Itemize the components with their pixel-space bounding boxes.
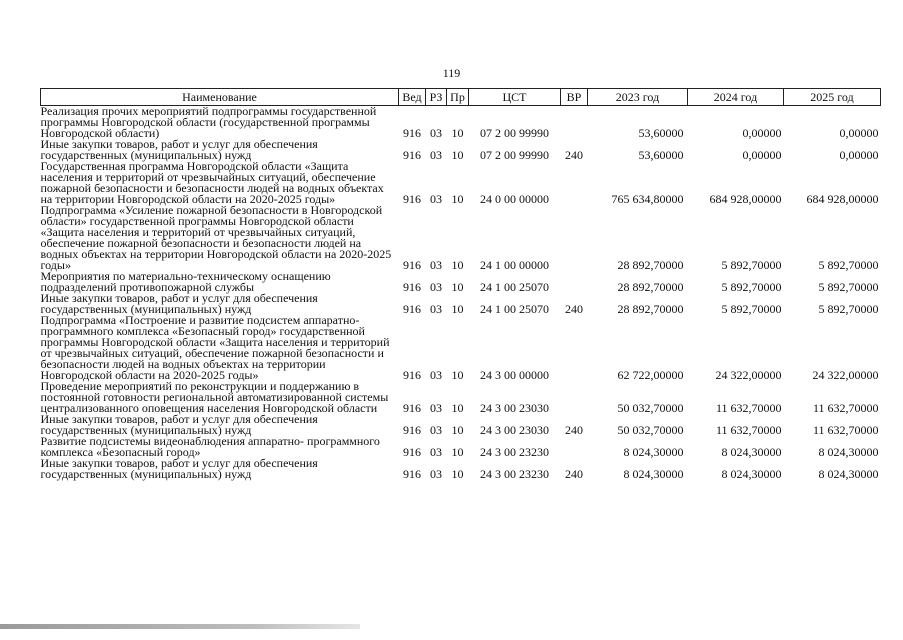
cell-y2025: 24 322,00000: [812, 368, 879, 382]
cell-y2024: 11 632,70000: [715, 401, 782, 415]
cell-y2023: 28 892,70000: [617, 302, 684, 316]
cell-y2025: 8 024,30000: [818, 445, 879, 459]
cell-cst: 24 0 00 00000: [480, 192, 549, 206]
cell-pr: 10: [451, 302, 464, 316]
cell-cst: 24 3 00 23230: [480, 467, 549, 481]
cell-y2024: 0,00000: [742, 126, 782, 140]
cell-cst: 24 3 00 00000: [480, 368, 549, 382]
row-name: [41, 293, 399, 315]
cell-ved: 916: [403, 148, 421, 162]
cell-y2025: 5 892,70000: [818, 280, 879, 294]
cell-cst: 24 3 00 23030: [480, 401, 549, 415]
cell-pr: 10: [451, 192, 464, 206]
cell-y2024: 8 024,30000: [721, 445, 782, 459]
cell-cst: 24 3 00 23230: [480, 445, 549, 459]
cell-y2023: 53,60000: [638, 148, 684, 162]
cell-ved: 916: [403, 302, 421, 316]
row-name-text: Развитие подсистемы видеонаблюдения аппаратно- программного комплекса «Безопасный город»: [40, 434, 380, 459]
row-name: [41, 414, 399, 436]
cell-y2025: 11 632,70000: [812, 423, 879, 437]
row-name-text: Иные закупки товаров, работ и услуг для обеспечения государственных (муниципальных) нужд: [40, 412, 318, 437]
cell-vr: [561, 315, 588, 381]
cell-pr: 10: [451, 401, 464, 415]
cell-cst: 07 2 00 99990: [480, 126, 549, 140]
cell-vr: [561, 106, 588, 140]
table-header: [41, 89, 881, 106]
table-row: [41, 205, 881, 271]
cell-y2025: 684 928,00000: [806, 192, 879, 206]
header-2023: 2023 год: [588, 89, 688, 106]
cell-vr: [561, 381, 588, 414]
cell-y2023: 62 722,00000: [617, 368, 684, 382]
cell-y2023: 8 024,30000: [623, 445, 684, 459]
header-name: Наименование: [41, 89, 399, 106]
cell-pr: 10: [451, 126, 464, 140]
cell-y2024: 684 928,00000: [709, 192, 782, 206]
cell-y2025: 5 892,70000: [818, 258, 879, 272]
cell-vr: [561, 271, 588, 293]
cell-ved: 916: [403, 192, 421, 206]
row-name-text: Подпрограмма «Построение и развитие подсистем аппаратно-программного комплекса «Безопасный город» государственной программы Новгородской области «Защита населения и территорий от чрезвычайных ситуаций, обеспечение пожарной безопасности и безопасности людей на водных объектах на территории Новгородской области на 2020-2025 годы»: [40, 313, 390, 382]
table-row: [41, 381, 881, 414]
cell-rz: 03: [430, 192, 442, 206]
table-row: [41, 161, 881, 205]
table-body: [41, 106, 881, 481]
row-name: [41, 458, 399, 480]
budget-table: [40, 88, 881, 480]
header-vr: ВР: [561, 89, 588, 106]
cell-pr: 10: [451, 467, 464, 481]
page-number: 119: [442, 66, 461, 80]
cell-rz: 03: [430, 302, 442, 316]
cell-rz: 03: [430, 280, 442, 294]
row-name-text: Мероприятия по материально-техническому оснащению подразделений противопожарной службы: [40, 269, 331, 294]
row-name: [41, 315, 399, 381]
header-cst: ЦСТ: [469, 89, 561, 106]
cell-rz: 03: [430, 258, 442, 272]
table-row: [41, 315, 881, 381]
header-pr: Пр: [447, 89, 469, 106]
cell-rz: 03: [430, 467, 442, 481]
cell-vr: 240: [565, 423, 583, 437]
cell-pr: 10: [451, 280, 464, 294]
cell-y2023: 765 634,80000: [611, 192, 684, 206]
cell-ved: 916: [403, 401, 421, 415]
table-row: [41, 436, 881, 458]
cell-rz: 03: [430, 401, 442, 415]
cell-y2025: 11 632,70000: [812, 401, 879, 415]
cell-vr: 240: [565, 148, 583, 162]
cell-y2023: 28 892,70000: [617, 258, 684, 272]
row-name: [41, 205, 399, 271]
cell-vr: [561, 205, 588, 271]
row-name: [41, 271, 399, 293]
cell-y2024: 11 632,70000: [715, 423, 782, 437]
cell-y2025: 0,00000: [839, 126, 879, 140]
cell-ved: 916: [403, 258, 421, 272]
header-2024: 2024 год: [688, 89, 784, 106]
row-name: [41, 139, 399, 161]
cell-y2024: 24 322,00000: [715, 368, 782, 382]
cell-pr: 10: [451, 148, 464, 162]
cell-pr: 10: [451, 258, 464, 272]
cell-ved: 916: [403, 467, 421, 481]
cell-vr: [561, 436, 588, 458]
cell-ved: 916: [403, 423, 421, 437]
cell-vr: [561, 161, 588, 205]
row-name-text: Проведение мероприятий по реконструкции и поддержанию в постоянной готовности региональной автоматизированной системы централизованного оповещения населения Новгородской области: [40, 379, 389, 415]
table-row: [41, 458, 881, 480]
cell-cst: 24 3 00 23030: [480, 423, 549, 437]
cell-pr: 10: [451, 423, 464, 437]
scan-edge-artifact: [0, 624, 360, 629]
cell-y2024: 5 892,70000: [721, 280, 782, 294]
cell-vr: 240: [565, 467, 583, 481]
cell-rz: 03: [430, 126, 442, 140]
cell-y2024: 0,00000: [742, 148, 782, 162]
cell-ved: 916: [403, 445, 421, 459]
cell-ved: 916: [403, 280, 421, 294]
row-name-text: Иные закупки товаров, работ и услуг для обеспечения государственных (муниципальных) нужд: [40, 456, 318, 481]
row-name: [41, 161, 399, 205]
cell-pr: 10: [451, 445, 464, 459]
cell-y2023: 53,60000: [638, 126, 684, 140]
header-rz: РЗ: [426, 89, 447, 106]
cell-pr: 10: [451, 368, 464, 382]
table-row: [41, 139, 881, 161]
table-row: [41, 293, 881, 315]
row-name-text: Подпрограмма «Усиление пожарной безопасности в Новгородской области» государственной программы Новгородской области «Защита населения и территорий от чрезвычайных ситуаций, обеспечение пожарной безопасности и безопасности людей на водных объектах на территории Новгородской области на 2020-2025 годы»: [40, 203, 392, 272]
cell-rz: 03: [430, 423, 442, 437]
row-name: [41, 436, 399, 458]
row-name-text: Иные закупки товаров, работ и услуг для обеспечения государственных (муниципальных) нужд: [40, 291, 318, 316]
cell-cst: 24 1 00 25070: [480, 302, 549, 316]
table-row: [41, 271, 881, 293]
cell-rz: 03: [430, 445, 442, 459]
cell-y2023: 28 892,70000: [617, 280, 684, 294]
cell-y2025: 5 892,70000: [818, 302, 879, 316]
row-name-text: Реализация прочих мероприятий подпрограммы государственной программы Новгородской области (государственной программы Новгородской области): [40, 104, 377, 140]
cell-cst: 07 2 00 99990: [480, 148, 549, 162]
table-row: [41, 106, 881, 140]
row-name-text: Иные закупки товаров, работ и услуг для обеспечения государственных (муниципальных) нужд: [40, 137, 318, 162]
cell-y2023: 8 024,30000: [623, 467, 684, 481]
cell-cst: 24 1 00 00000: [480, 258, 549, 272]
row-name-text: Государственная программа Новгородской области «Защита населения и территорий от чрезвычайных ситуаций, обеспечение пожарной безопасности и безопасности людей на водных объектах на территории Новгородской области на 2020-2025 годы»: [40, 159, 384, 206]
cell-ved: 916: [403, 126, 421, 140]
row-name: [41, 106, 399, 140]
cell-y2024: 8 024,30000: [721, 467, 782, 481]
cell-y2023: 50 032,70000: [617, 423, 684, 437]
cell-ved: 916: [403, 368, 421, 382]
row-name: [41, 381, 399, 414]
header-ved: Вед: [399, 89, 426, 106]
header-2025: 2025 год: [784, 89, 881, 106]
cell-y2024: 5 892,70000: [721, 258, 782, 272]
cell-vr: 240: [565, 302, 583, 316]
cell-rz: 03: [430, 148, 442, 162]
cell-y2025: 8 024,30000: [818, 467, 879, 481]
cell-rz: 03: [430, 368, 442, 382]
cell-y2025: 0,00000: [839, 148, 879, 162]
cell-y2024: 5 892,70000: [721, 302, 782, 316]
table-row: [41, 414, 881, 436]
cell-y2023: 50 032,70000: [617, 401, 684, 415]
cell-cst: 24 1 00 25070: [480, 280, 549, 294]
